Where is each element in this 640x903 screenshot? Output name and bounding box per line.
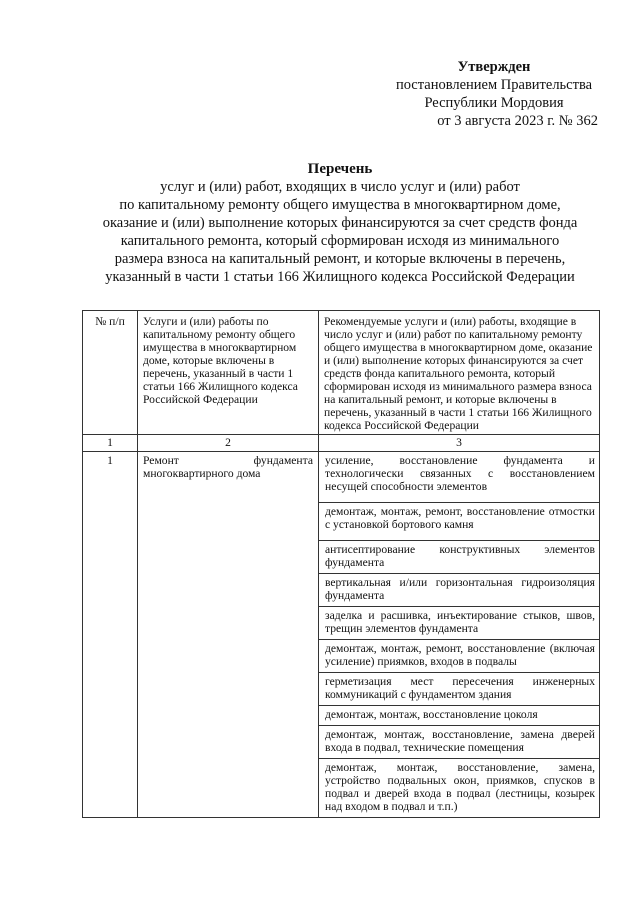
work-item: вертикальная и/или горизонтальная гидроизоляция фундамента: [319, 573, 599, 606]
document-subtitle-line: капитального ремонта, который сформирован исходя из минимального: [120, 233, 560, 249]
approval-title: Утвержден: [457, 59, 531, 75]
row-service: Ремонт фундамента многоквартирного дома: [138, 452, 319, 818]
work-item: демонтаж, монтаж, восстановление, замена, устройство подвальных окон, приямков, спусков в подвал и дверей входа в подвал (лестницы, козырек над входом в подвал и т.п.): [319, 758, 599, 817]
header-number: № п/п: [83, 311, 138, 435]
document-subtitle-line: по капитальному ремонту общего имущества в многоквартирном доме,: [119, 197, 561, 213]
table-row: [83, 452, 600, 818]
work-item: демонтаж, монтаж, восстановление, замена дверей входа в подвал, технические помещения: [319, 725, 599, 758]
approval-line-1: постановлением Правительства: [395, 77, 593, 93]
document-subtitle-line: оказание и (или) выполнение которых финансируются за счет средств фонда: [102, 215, 578, 231]
approval-block: [380, 58, 608, 130]
work-item: антисептирование конструктивных элементов фундамента: [319, 540, 599, 573]
work-item: демонтаж, монтаж, ремонт, восстановление отмостки с установкой бортового камня: [319, 502, 599, 535]
document-subtitle-line: размера взноса на капитальный ремонт, и которые включены в перечень,: [114, 251, 566, 267]
services-table: [82, 310, 600, 818]
row-number: 1: [83, 452, 138, 818]
column-number-row: [83, 435, 600, 452]
document-title: Перечень: [307, 161, 373, 177]
approval-line-3: от 3 августа 2023 г. № 362: [437, 113, 598, 129]
document-heading: [70, 160, 610, 286]
row-works: [319, 452, 600, 818]
column-number: 3: [319, 435, 600, 452]
work-item: усиление, восстановление фундамента и технологически связанных с восстановлением несущей способности элементов: [325, 454, 595, 493]
document-subtitle-line: услуг и (или) работ, входящих в число услуг и (или) работ: [160, 179, 520, 195]
column-number: 1: [83, 435, 138, 452]
header-service: Услуги и (или) работы по капитальному ремонту общего имущества в многоквартирном доме, которые включены в перечень, указанный в части 1 статьи 166 Жилищного кодекса Российской Федерации: [138, 311, 319, 435]
header-recommended-works: Рекомендуемые услуги и (или) работы, входящие в число услуг и (или) работ по капитальному ремонту общего имущества в многоквартирном доме, оказание и (или) выполнение которых финансируются за счет средств фонда капитального ремонта, который сформирован исходя из минимального размера взноса на капитальный ремонт, и которые включены в перечень, указанный в части 1 статьи 166 Жилищного кодекса Российской Федерации: [319, 311, 600, 435]
table-header-row: [83, 311, 600, 435]
work-item: демонтаж, монтаж, ремонт, восстановление (включая усиление) приямков, входов в подвалы: [319, 639, 599, 672]
approval-line-2: Республики Мордовия: [424, 95, 564, 111]
column-number: 2: [138, 435, 319, 452]
work-item: демонтаж, монтаж, восстановление цоколя: [319, 705, 599, 725]
document-subtitle-line: указанный в части 1 статьи 166 Жилищного кодекса Российской Федерации: [105, 269, 575, 285]
work-item: заделка и расшивка, инъектирование стыков, швов, трещин элементов фундамента: [319, 606, 599, 639]
work-item: герметизация мест пересечения инженерных коммуникаций с фундаментом здания: [319, 672, 599, 705]
